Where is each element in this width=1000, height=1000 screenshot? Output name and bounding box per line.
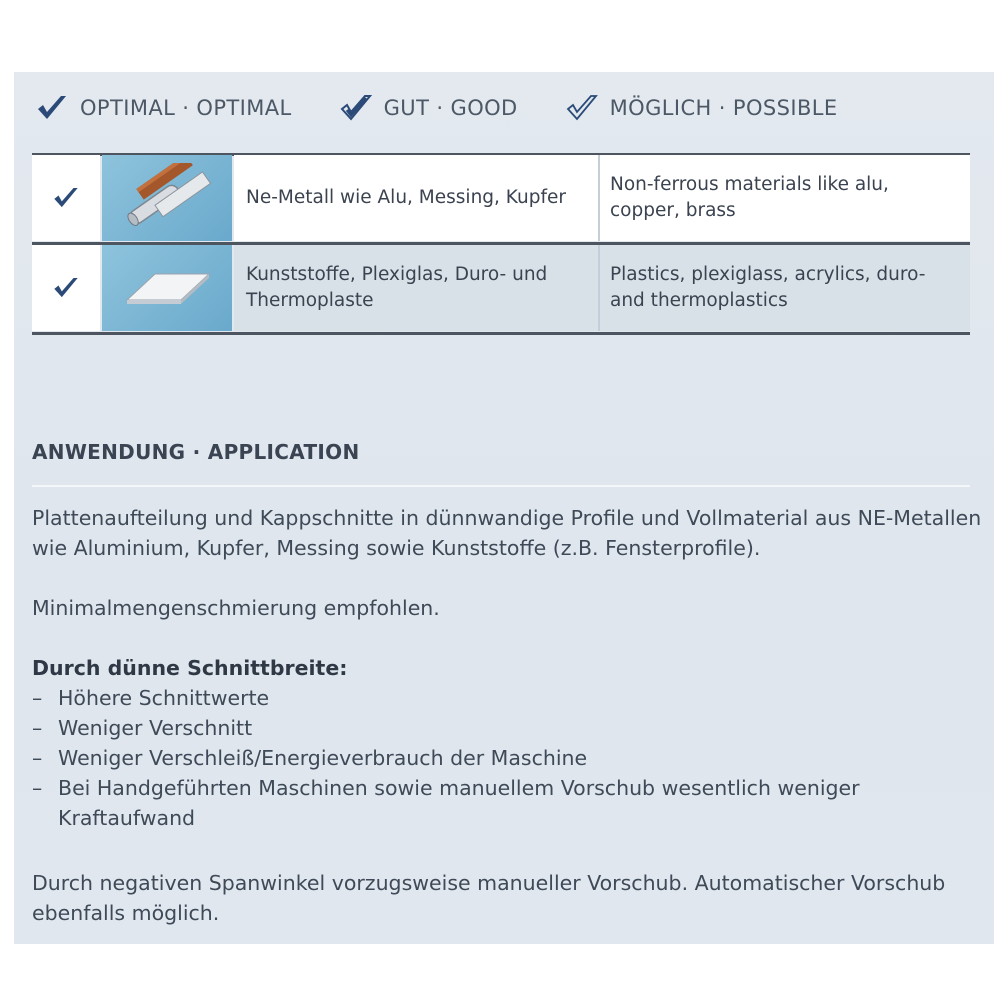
material-image-cell [102, 155, 232, 241]
thin-kerf-heading: Durch dünne Schnittbreite: [32, 656, 348, 680]
rating-legend [34, 88, 862, 128]
rating-cell [32, 245, 100, 331]
legend-good [338, 90, 518, 126]
material-en-text: Non-ferrous materials like alu, copper, brass [610, 174, 889, 221]
legend-possible [564, 90, 838, 126]
check-medium-icon [338, 90, 374, 126]
list-item: – Höhere Schnittwerte [32, 686, 270, 710]
check-solid-icon [51, 183, 81, 213]
list-item: – Bei Handgeführten Maschinen sowie manuellem Vorschub wesentlich weniger Kraftaufwand [32, 776, 860, 830]
application-rule [32, 485, 970, 487]
legend-good-label: GUT · GOOD [383, 96, 518, 120]
rating-cell [32, 155, 100, 241]
legend-optimal [34, 90, 292, 126]
table-row [32, 155, 970, 241]
plastic-sheet-icon [117, 258, 217, 318]
material-image-cell [102, 245, 232, 331]
table-rule-bottom [32, 332, 970, 335]
feed-note: Durch negativen Spanwinkel vorzugsweise manueller Vorschub. Automatischer Vorschub ebenfalls möglich. [32, 871, 946, 925]
material-de-text: Ne-Metall wie Alu, Messing, Kupfer [246, 187, 566, 208]
material-de [234, 245, 598, 331]
legend-possible-label: MÖGLICH · POSSIBLE [609, 96, 838, 120]
material-en [600, 245, 970, 331]
application-heading: ANWENDUNG · APPLICATION [32, 440, 360, 464]
legend-optimal-label: OPTIMAL · OPTIMAL [80, 96, 292, 120]
application-paragraph: Plattenaufteilung und Kappschnitte in dünnwandige Profile und Vollmaterial aus NE-Metallen wie Aluminium, Kupfer, Messing sowie Kunststoffe (z.B. Fensterprofile). [32, 506, 982, 560]
material-de [234, 155, 598, 241]
metal-profiles-icon [117, 163, 217, 233]
table-row [32, 245, 970, 331]
material-de-text: Kunststoffe, Plexiglas, Duro- und Thermoplaste [246, 264, 548, 311]
check-solid-icon [51, 273, 81, 303]
list-item: – Weniger Verschnitt [32, 716, 253, 740]
list-item: – Weniger Verschleiß/Energieverbrauch der Maschine [32, 746, 588, 770]
material-en-text: Plastics, plexiglass, acrylics, duro- and thermoplastics [610, 264, 926, 311]
lubrication-note: Minimalmengenschmierung empfohlen. [32, 596, 440, 620]
material-en [600, 155, 970, 241]
check-outline-icon [564, 90, 600, 126]
check-solid-icon [34, 90, 70, 126]
benefits-list [32, 683, 982, 833]
